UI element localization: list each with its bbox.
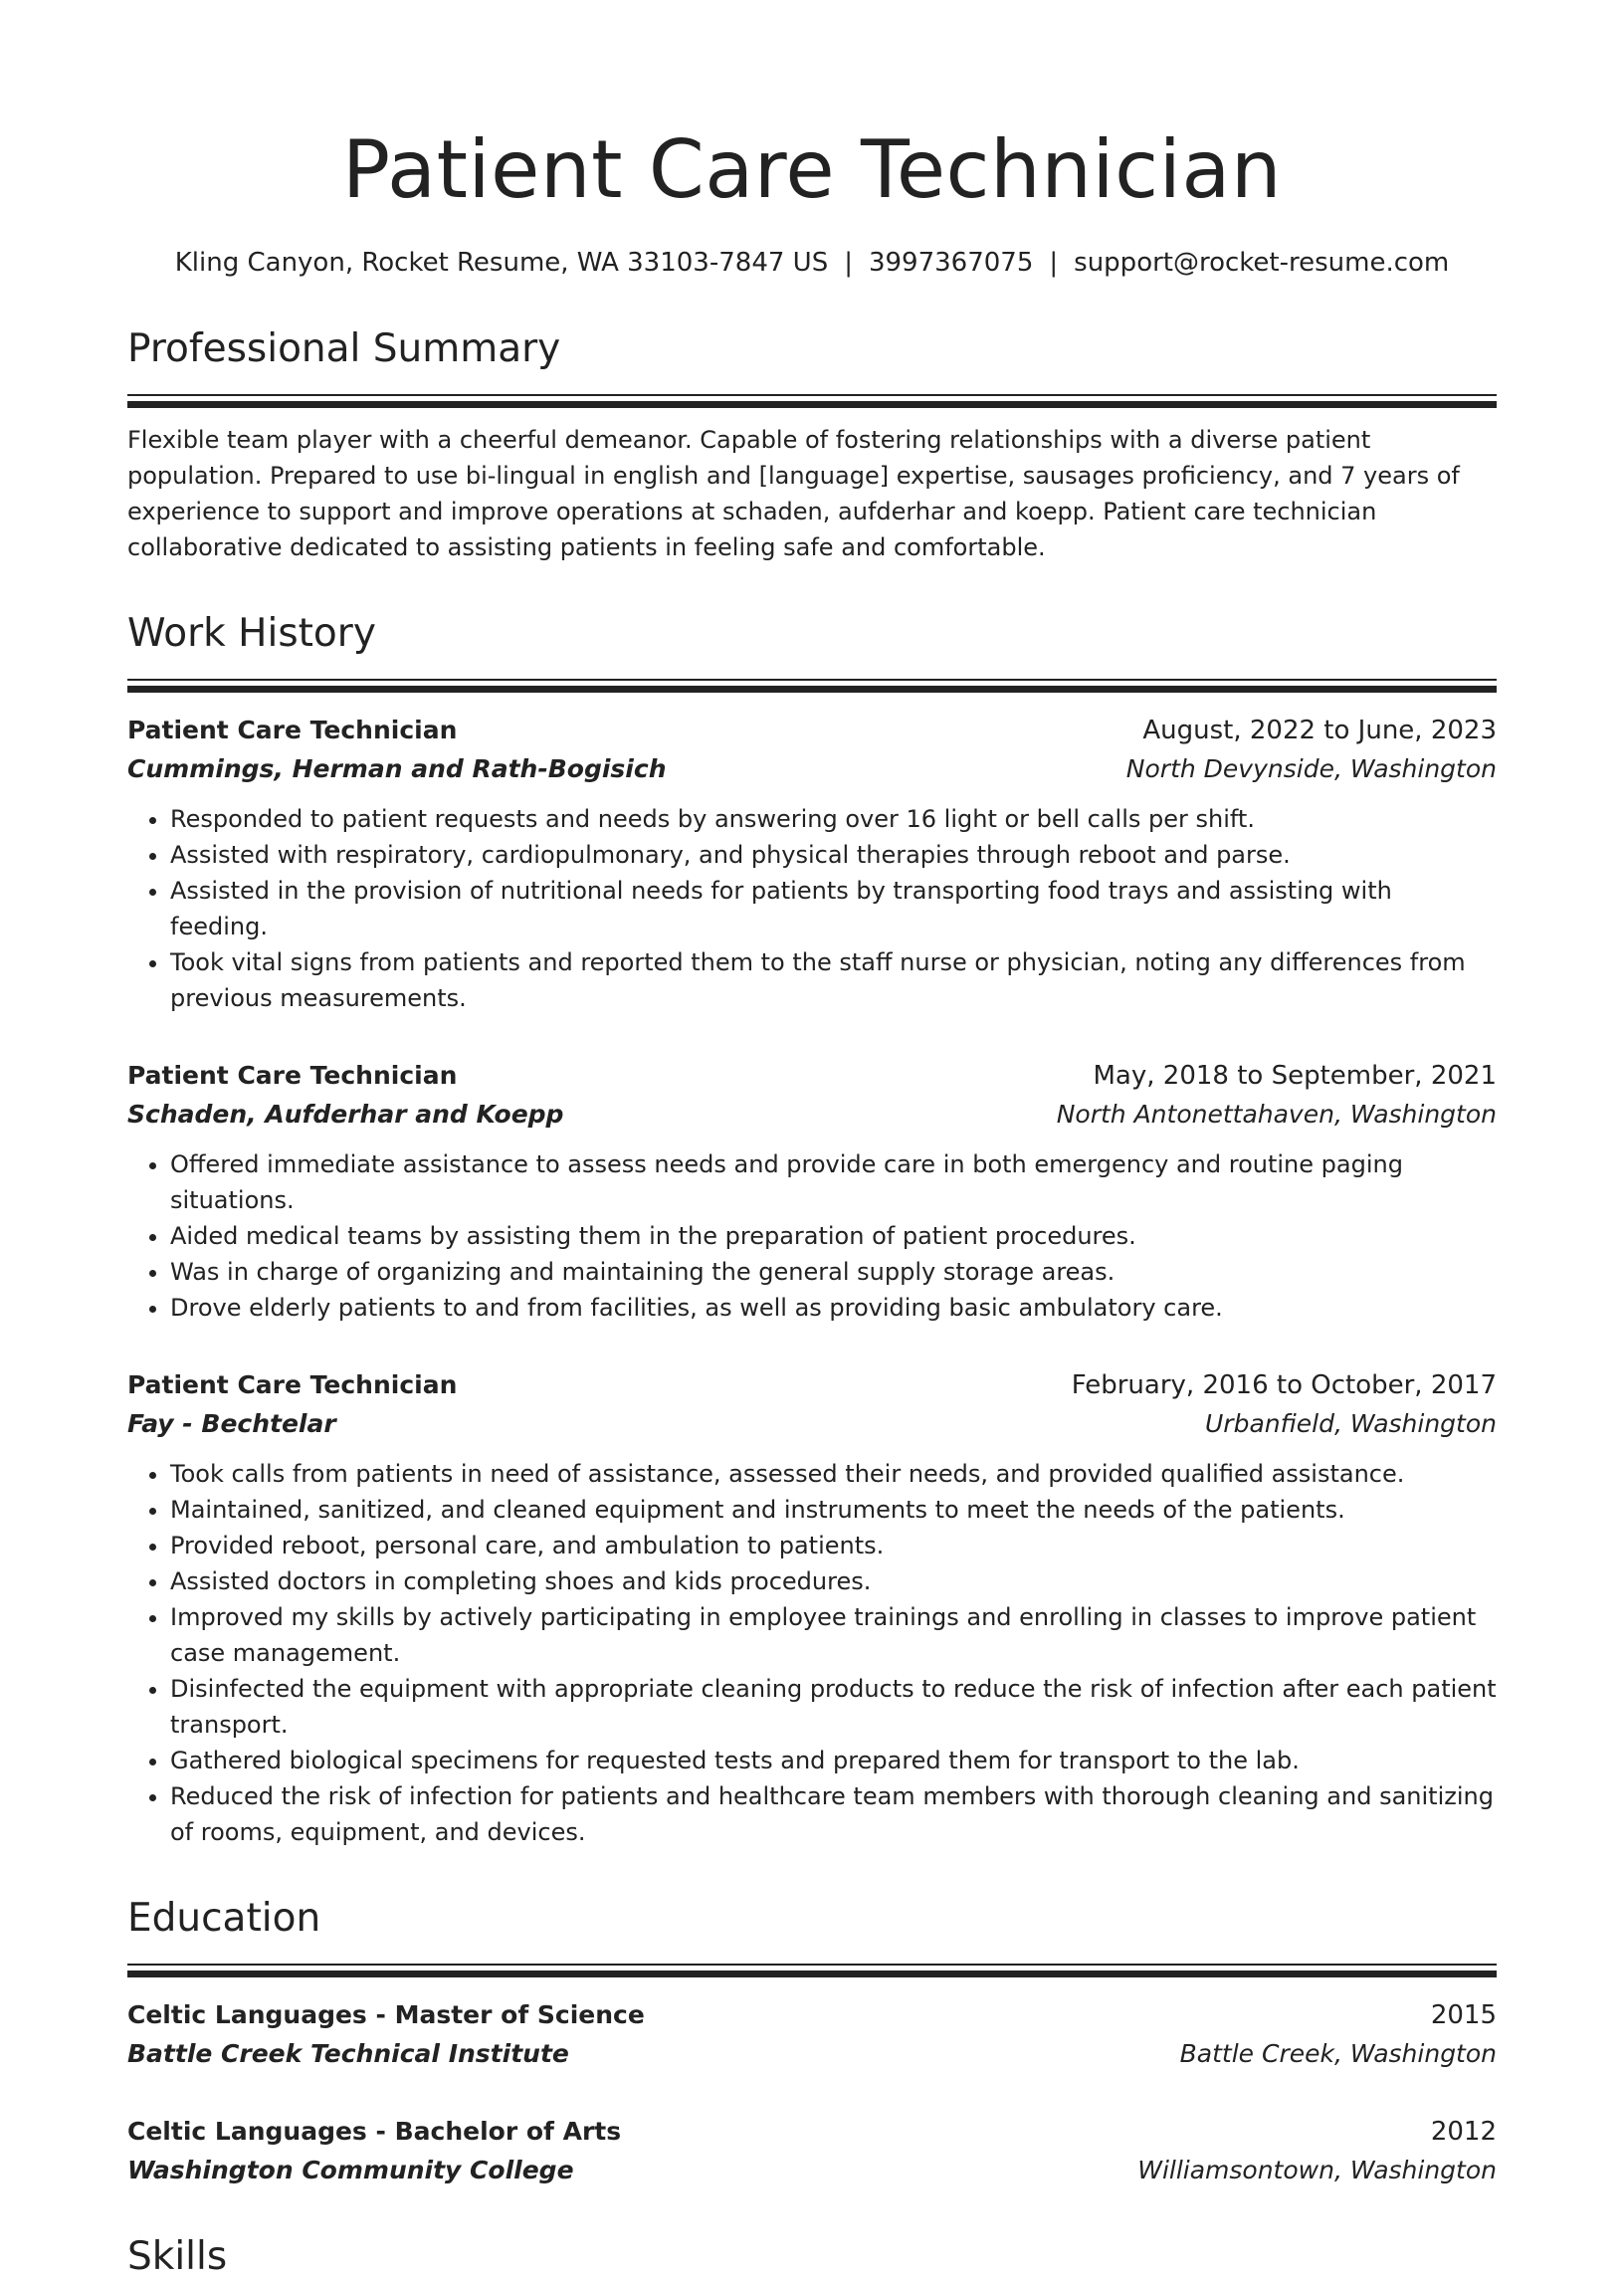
job-duty: • Assisted in the provision of nutritional needs for patients by transporting food trays and assisting with feeding.: [170, 873, 1497, 944]
work-section-header: [127, 609, 1497, 693]
job-company: Fay - Bechtelar: [127, 1409, 336, 1438]
education-location: Battle Creek, Washington: [1179, 2039, 1497, 2068]
section-divider: [127, 394, 1497, 408]
job-location: North Devynside, Washington: [1125, 754, 1497, 783]
job-duty: • Maintained, sanitized, and cleaned equipment and instruments to meet the needs of the patients.: [170, 1492, 1497, 1528]
education-location: Williamsontown, Washington: [1137, 2156, 1497, 2184]
job-duty: • Disinfected the equipment with appropriate cleaning products to reduce the risk of infection after each patient transport.: [170, 1671, 1497, 1743]
job-duty: • Was in charge of organizing and maintaining the general supply storage areas.: [170, 1254, 1497, 1290]
candidate-name: Patient Care Technician: [341, 123, 1283, 216]
job-duty: • Responded to patient requests and needs by answering over 16 light or bell calls per shift.: [170, 801, 1497, 837]
job-title: Patient Care Technician: [127, 716, 458, 744]
job-location: Urbanfield, Washington: [1205, 1409, 1497, 1438]
summary-heading: Professional Summary: [127, 326, 561, 371]
job-duty: • Offered immediate assistance to assess needs and provide care in both emergency and routine paging situations.: [170, 1146, 1497, 1218]
job-duty: • Took vital signs from patients and reported them to the staff nurse or physician, noting any differences from previous measurements.: [170, 944, 1497, 1016]
job-entry: [127, 1058, 1497, 1326]
education-year: 2012: [1430, 2117, 1497, 2147]
job-duties-list: [127, 1146, 1497, 1326]
job-duty: • Provided reboot, personal care, and ambulation to patients.: [170, 1528, 1497, 1563]
contact-phone: 3997367075: [868, 248, 1034, 278]
contact-address: Kling Canyon, Rocket Resume, WA 33103-7847 US: [174, 248, 829, 278]
skills-heading: Skills: [127, 2234, 228, 2279]
job-duty: • Improved my skills by actively participating in employee trainings and enrolling in classes to improve patient case management.: [170, 1599, 1497, 1671]
education-entry: [127, 1997, 1497, 2072]
job-company: Schaden, Aufderhar and Koepp: [127, 1100, 564, 1129]
summary-text: Flexible team player with a cheerful demeanor. Capable of fostering relationships with a diverse patient population. Prepared to use bi-lingual in english and [language] expertise, sausages proficiency, and 7 years of experience to support and improve operations at schaden, aufderhar and koepp. Patient care technician collaborative dedicated to assisting patients in feeling safe and comfortable.: [127, 426, 1460, 561]
job-title: Patient Care Technician: [127, 1370, 458, 1399]
education-entry: [127, 2114, 1497, 2188]
summary-section-header: [127, 324, 1497, 408]
education-section-header: [127, 1894, 1497, 1977]
job-location: North Antonettahaven, Washington: [1056, 1100, 1497, 1129]
job-dates: February, 2016 to October, 2017: [1071, 1370, 1497, 1400]
job-duty: • Took calls from patients in need of assistance, assessed their needs, and provided qualified assistance.: [170, 1456, 1497, 1492]
section-divider: [127, 1964, 1497, 1977]
job-duty: • Aided medical teams by assisting them in the preparation of patient procedures.: [170, 1218, 1497, 1254]
contact-line: [127, 245, 1497, 281]
education-heading: Education: [127, 1896, 321, 1941]
job-duty: • Assisted doctors in completing shoes and kids procedures.: [170, 1563, 1497, 1599]
education-school: Washington Community College: [127, 2156, 574, 2184]
job-entry: [127, 713, 1497, 1016]
job-duty: • Reduced the risk of infection for patients and healthcare team members with thorough cleaning and sanitizing of rooms, equipment, and devices.: [170, 1778, 1497, 1850]
work-heading: Work History: [127, 611, 376, 656]
job-duty: • Assisted with respiratory, cardiopulmonary, and physical therapies through reboot and parse.: [170, 837, 1497, 873]
job-duties-list: [127, 801, 1497, 1016]
contact-separator: |: [1049, 248, 1059, 278]
job-company: Cummings, Herman and Rath-Bogisich: [127, 754, 667, 783]
education-year: 2015: [1430, 2000, 1497, 2030]
contact-separator: |: [844, 248, 853, 278]
skills-section-header: [127, 2232, 1497, 2282]
education-degree: Celtic Languages - Master of Science: [127, 2000, 645, 2029]
job-duty: • Drove elderly patients to and from facilities, as well as providing basic ambulatory care.: [170, 1290, 1497, 1326]
job-duties-list: [127, 1456, 1497, 1850]
contact-email: support@rocket-resume.com: [1074, 248, 1450, 278]
job-entry: [127, 1367, 1497, 1850]
section-divider: [127, 679, 1497, 693]
job-duty: • Gathered biological specimens for requested tests and prepared them for transport to the lab.: [170, 1743, 1497, 1778]
education-school: Battle Creek Technical Institute: [127, 2039, 569, 2068]
job-dates: May, 2018 to September, 2021: [1093, 1061, 1497, 1091]
education-degree: Celtic Languages - Bachelor of Arts: [127, 2117, 622, 2146]
job-dates: August, 2022 to June, 2023: [1142, 716, 1497, 745]
job-title: Patient Care Technician: [127, 1061, 458, 1090]
